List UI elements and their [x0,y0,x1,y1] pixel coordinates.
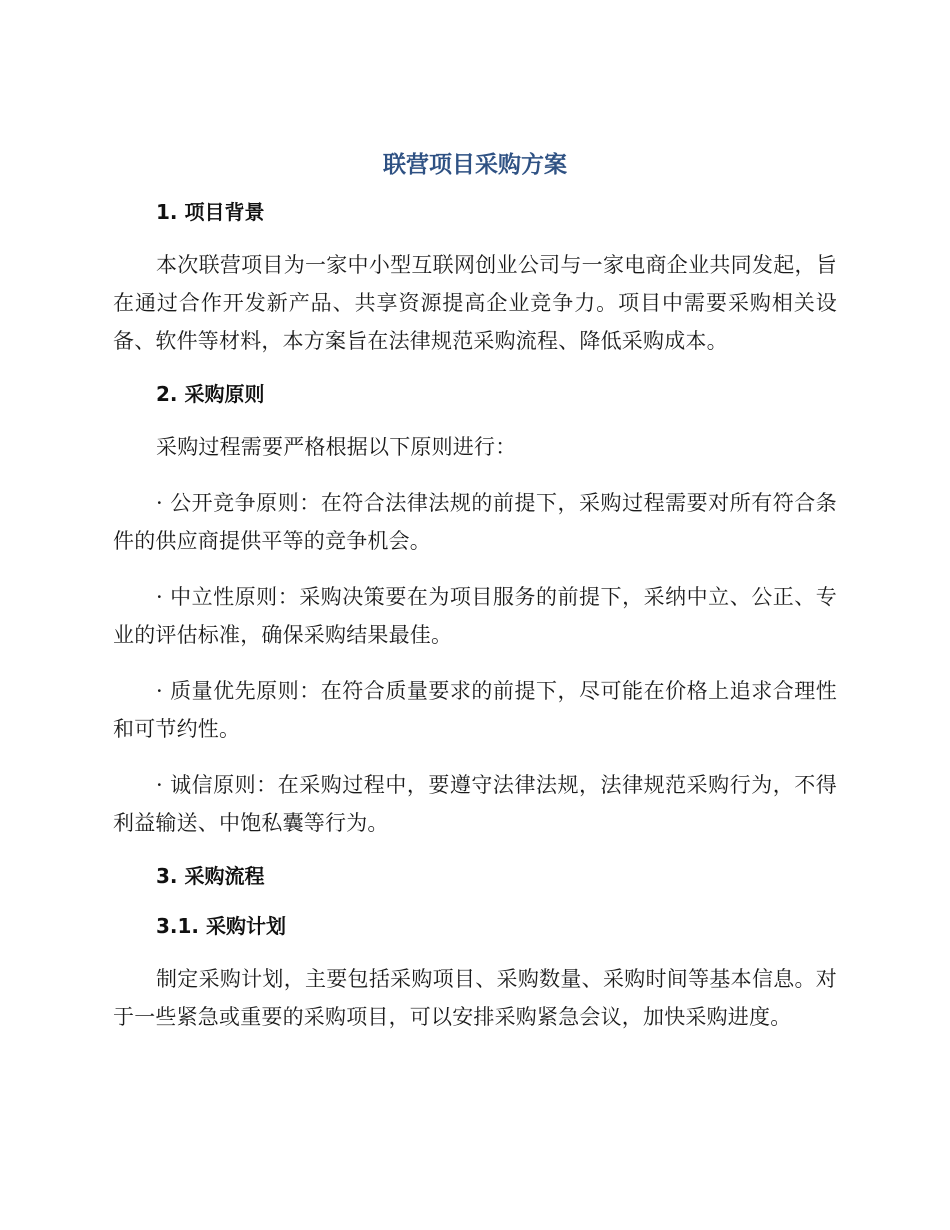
principle-item-quality-first: · 质量优先原则：在符合质量要求的前提下，尽可能在价格上追求合理性和可节约性。 [113,679,837,741]
section-heading-principles: 2. 采购原则 [156,382,265,406]
principle-item-open-competition: · 公开竞争原则：在符合法律法规的前提下，采购过程需要对所有符合条件的供应商提供平等的竞争机会。 [113,491,837,553]
plan-paragraph: 制定采购计划，主要包括采购项目、采购数量、采购时间等基本信息。对于一些紧急或重要的采购项目，可以安排采购紧急会议，加快采购进度。 [113,967,837,1029]
background-paragraph: 本次联营项目为一家中小型互联网创业公司与一家电商企业共同发起，旨在通过合作开发新产品、共享资源提高企业竞争力。项目中需要采购相关设备、软件等材料，本方案旨在法律规范采购流程、降低采购成本。 [113,253,837,353]
document-title: 联营项目采购方案 [383,152,567,178]
principle-item-neutrality: · 中立性原则：采购决策要在为项目服务的前提下，采纳中立、公正、专业的评估标准，确保采购结果最佳。 [113,585,837,647]
subsection-heading-plan: 3.1. 采购计划 [156,914,286,938]
section-heading-background: 1. 项目背景 [156,200,265,224]
section-heading-process: 3. 采购流程 [156,864,265,888]
principle-item-integrity: · 诚信原则：在采购过程中，要遵守法律法规，法律规范采购行为，不得利益输送、中饱私囊等行为。 [113,773,837,835]
principles-intro: 采购过程需要严格根据以下原则进行： [156,435,517,459]
